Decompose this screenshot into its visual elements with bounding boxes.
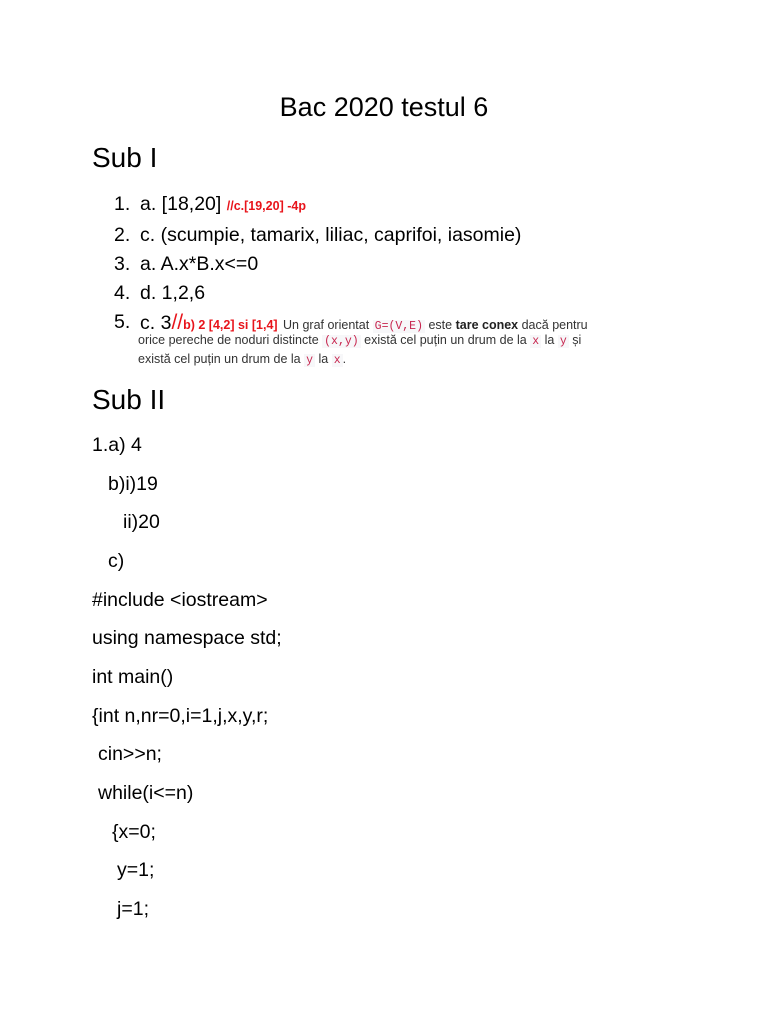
answer-note: b) 2 [4,2] si [1,4]: [183, 318, 278, 332]
answer-line: 1.a) 4: [92, 434, 142, 456]
answer-line: b)i)19: [108, 473, 158, 495]
definition-text: la: [318, 352, 329, 366]
answer-item-1: [114, 190, 674, 221]
definition-text: dacă pentru: [521, 318, 588, 332]
definition-line-1: [283, 318, 588, 332]
definition-text: există cel puțin un drum de la: [364, 333, 527, 347]
definition-text: orice pereche de noduri distincte: [138, 333, 319, 347]
definition-code: y: [559, 335, 567, 348]
answer-text: c. (scumpie, tamarix, liliac, caprifoi, iasomie): [140, 224, 522, 246]
definition-code: y: [306, 354, 313, 367]
definition-code: x: [532, 335, 540, 348]
sub-1-answer-list: [114, 190, 674, 341]
answer-number: 5.: [114, 311, 131, 333]
answer-number: 2.: [114, 224, 131, 246]
answer-item-3: [114, 250, 674, 279]
code-line: {int n,nr=0,i=1,j,x,y,r;: [92, 705, 269, 727]
answer-number: 4.: [114, 282, 131, 304]
answer-text: a. [18,20]: [140, 193, 222, 215]
answer-item-2: [114, 221, 674, 250]
code-line: int main(): [92, 666, 174, 688]
code-line: #include <iostream>: [92, 589, 268, 611]
definition-text: este: [428, 318, 453, 332]
definition-code: (x,y): [324, 335, 359, 348]
definition-line-3: [138, 350, 346, 370]
answer-text: c. 3: [140, 312, 172, 334]
answer-line: c): [108, 550, 125, 572]
definition-text: Un graf orientat: [283, 318, 370, 332]
answer-text: a. A.x*B.x<=0: [140, 253, 259, 275]
code-line: y=1;: [117, 859, 155, 881]
answer-number: 3.: [114, 253, 131, 275]
answer-slash: //: [171, 311, 184, 334]
definition-text: există cel puțin un drum de la: [138, 352, 301, 366]
code-line: j=1;: [117, 898, 149, 920]
section-heading-sub-1: Sub I: [92, 142, 158, 173]
answer-number: 1.: [114, 193, 131, 215]
definition-code: G=(V,E): [374, 320, 423, 333]
definition-text: .: [342, 352, 347, 366]
answer-text: d. 1,2,6: [140, 282, 206, 304]
definition-text: și: [572, 333, 582, 347]
code-line: cin>>n;: [98, 743, 162, 765]
definition-line-2: [138, 331, 581, 351]
definition-text: la: [544, 333, 555, 347]
definition-bold: tare conex: [455, 318, 519, 332]
section-heading-sub-2: Sub II: [92, 384, 166, 415]
definition-code: x: [333, 354, 341, 367]
answer-note: //c.[19,20] -4p: [226, 199, 306, 213]
answer-item-4: [114, 279, 674, 308]
answer-line: ii)20: [123, 511, 160, 533]
code-line: while(i<=n): [98, 782, 194, 804]
code-line: using namespace std;: [92, 627, 282, 649]
document-title: Bac 2020 testul 6: [279, 92, 489, 122]
code-line: {x=0;: [112, 821, 156, 843]
